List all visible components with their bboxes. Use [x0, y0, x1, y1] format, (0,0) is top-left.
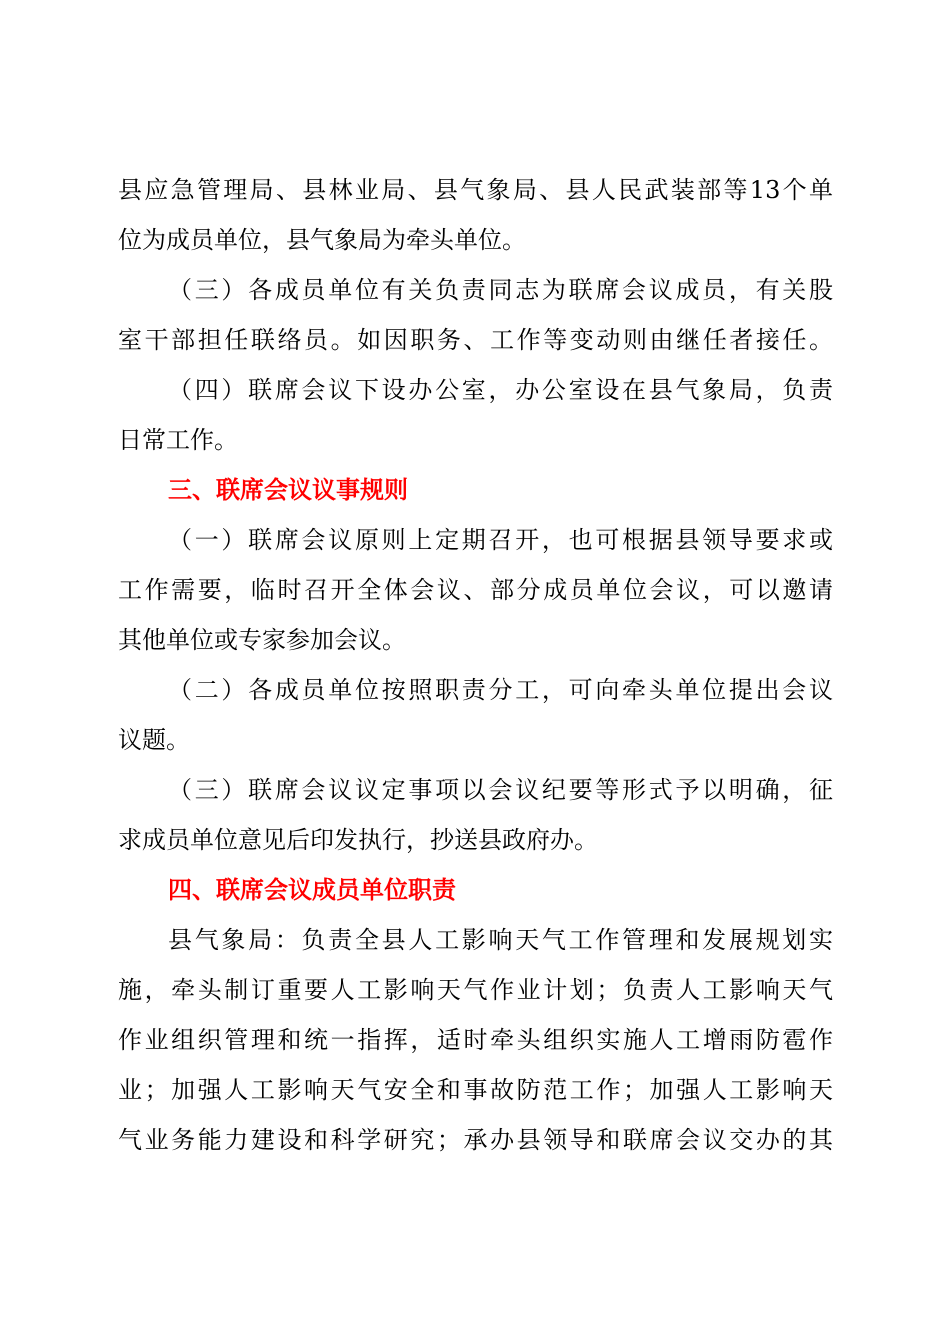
text-line: 施，牵头制订重要人工影响天气作业计划；负责人工影响天气 [118, 976, 833, 1004]
paragraph-line: 县气象局：负责全县人工影响天气工作管理和发展规划实 [168, 926, 833, 954]
text-line: 日常工作。 [118, 426, 238, 454]
paragraph-line: （四）联席会议下设办公室，办公室设在县气象局，负责 [168, 376, 833, 404]
text-line: 位为成员单位，县气象局为牵头单位。 [118, 226, 526, 254]
text-line: 工作需要，临时召开全体会议、部分成员单位会议，可以邀请 [118, 576, 833, 604]
section-heading: 三、联席会议议事规则 [168, 476, 408, 504]
text-line: 作业组织管理和统一指挥，适时牵头组织实施人工增雨防雹作 [118, 1026, 833, 1054]
paragraph-line: （三）联席会议议定事项以会议纪要等形式予以明确，征 [168, 776, 833, 804]
paragraph-line: （二）各成员单位按照职责分工，可向牵头单位提出会议 [168, 676, 833, 704]
text-line: 县应急管理局、县林业局、县气象局、县人民武装部等13个单 [118, 176, 833, 204]
section-heading: 四、联席会议成员单位职责 [168, 876, 456, 904]
text-line: 气业务能力建设和科学研究；承办县领导和联席会议交办的其 [118, 1126, 833, 1154]
text-line: 业；加强人工影响天气安全和事故防范工作；加强人工影响天 [118, 1076, 833, 1104]
paragraph-line: （一）联席会议原则上定期召开，也可根据县领导要求或 [168, 526, 833, 554]
text-line: 求成员单位意见后印发执行，抄送县政府办。 [118, 826, 598, 854]
text-line: 室干部担任联络员。如因职务、工作等变动则由继任者接任。 [118, 326, 833, 354]
text-line: 议题。 [118, 726, 190, 754]
text-line: 其他单位或专家参加会议。 [118, 626, 406, 654]
paragraph-line: （三）各成员单位有关负责同志为联席会议成员，有关股 [168, 276, 833, 304]
